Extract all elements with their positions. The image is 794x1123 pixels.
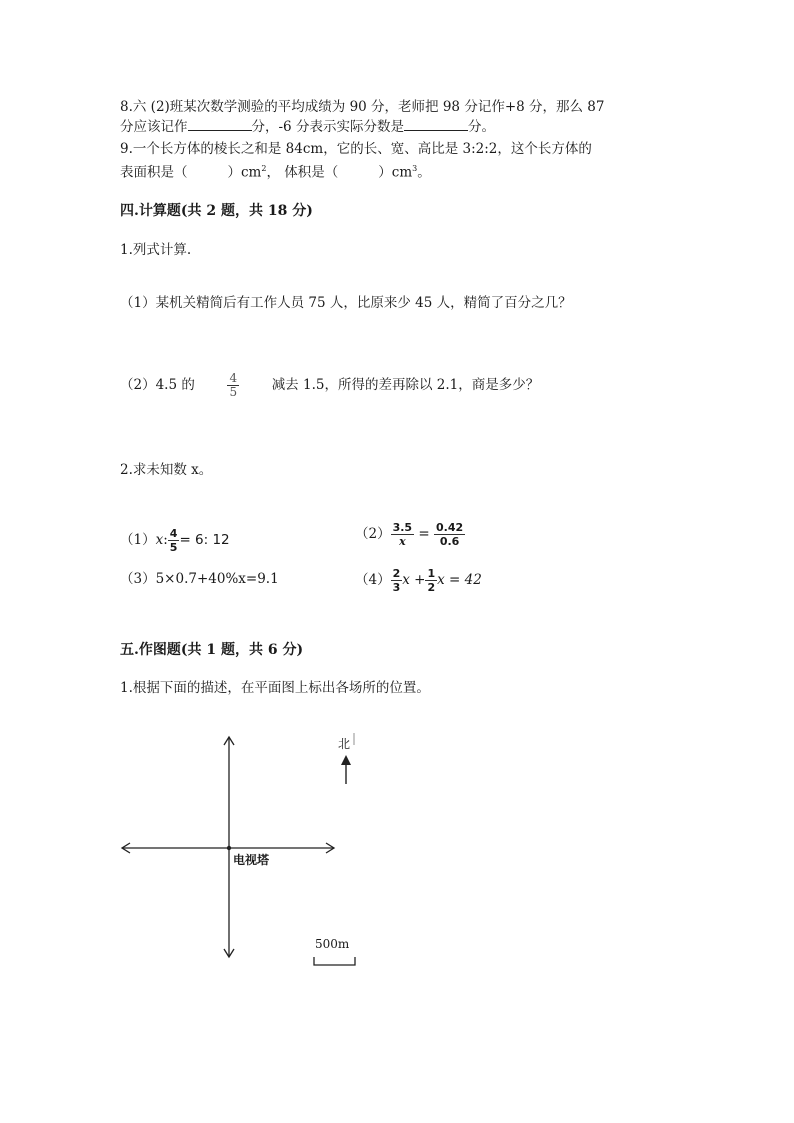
eq2-equals: = xyxy=(418,526,430,542)
eq4-f1-den: 3 xyxy=(392,581,401,594)
q8-line1: 8.六 (2)班某次数学测验的平均成绩为 90 分，老师把 98 分记作+8 分，那么 87 xyxy=(120,99,605,115)
eq4-f1-num: 2 xyxy=(392,567,401,580)
north-arrow-icon xyxy=(341,755,351,765)
eq1-fraction xyxy=(168,527,180,554)
section4-p1-q2 xyxy=(120,372,539,399)
eq1-den: 5 xyxy=(169,541,178,554)
eq4-label: （4） xyxy=(355,572,391,588)
eq4-f2-den: 2 xyxy=(427,581,436,594)
section5-p1-title: 1.根据下面的描述，在平面图上标出各场所的位置。 xyxy=(120,680,430,696)
eq4-fraction-2 xyxy=(425,567,437,594)
equation-3: （3）5×0.7+40%x=9.1 xyxy=(120,571,279,587)
q9-text-d: ）cm xyxy=(378,164,413,181)
fraction-denominator: 5 xyxy=(229,385,238,399)
eq4-rhs: x = 42 xyxy=(437,572,482,588)
eq2-label: （2） xyxy=(355,526,391,542)
eq4-f2-num: 1 xyxy=(427,567,436,580)
fraction-numerator: 4 xyxy=(229,371,238,385)
scale-label: 500m xyxy=(315,937,350,951)
eq2-right-fraction xyxy=(434,521,465,548)
q8-answer-blank-1[interactable] xyxy=(188,118,252,131)
tv-tower-label: 电视塔 xyxy=(233,853,270,867)
p1-q2-text-a: （2）4.5 的 xyxy=(120,377,195,393)
q8-text-c: 分。 xyxy=(467,119,495,135)
q8-text-b: 分，-6 分表示实际分数是 xyxy=(251,119,404,135)
q9-sup-2: 2 xyxy=(261,164,267,173)
q9-text-e: 。 xyxy=(417,164,431,181)
p1-q2-text-b: 减去 1.5，所得的差再除以 2.1，商是多少？ xyxy=(271,377,540,393)
eq1-colon: : xyxy=(163,532,168,548)
q9-text-a: 表面积是（ xyxy=(120,164,188,181)
q9-sup-3: 3 xyxy=(412,164,418,173)
section4-p1-title: 1.列式计算. xyxy=(120,242,192,258)
eq4-fraction-1 xyxy=(391,567,403,594)
fraction-four-fifths xyxy=(227,372,239,399)
eq2-rnum: 0.42 xyxy=(436,521,464,534)
eq4-mid: x + xyxy=(402,572,426,588)
q8-line2 xyxy=(120,118,495,136)
eq2-left-fraction xyxy=(391,521,415,548)
eq2-rden: 0.6 xyxy=(439,535,460,548)
eq1-label: （1） xyxy=(120,532,156,548)
equation-2 xyxy=(355,521,465,548)
section4-title: 四.计算题(共 2 题，共 18 分) xyxy=(120,203,313,219)
eq1-var: x xyxy=(155,532,164,548)
scale-bar xyxy=(314,957,355,965)
eq1-num: 4 xyxy=(169,527,178,540)
eq2-num: 3.5 xyxy=(392,521,413,534)
center-point xyxy=(227,846,231,850)
section4-p2-title: 2.求未知数 x。 xyxy=(120,462,213,478)
eq2-den: x xyxy=(399,535,406,548)
q8-text-a: 分应该记作 xyxy=(120,119,188,135)
section4-p1-q1: （1）某机关精简后有工作人员 75 人，比原来少 45 人，精简了百分之几？ xyxy=(120,295,572,311)
eq1-rhs: = 6: 12 xyxy=(179,532,230,548)
q9-line2 xyxy=(120,160,431,182)
equation-4 xyxy=(355,567,482,594)
section5-title: 五.作图题(共 1 题，共 6 分) xyxy=(120,642,304,658)
q9-text-c: ， 体积是（ xyxy=(266,164,339,181)
q9-text-b: ）cm xyxy=(227,164,262,181)
q9-line1: 9.一个长方体的棱长之和是 84cm，它的长、宽、高比是 3:2:2，这个长方体的 xyxy=(120,141,592,157)
q8-answer-blank-2[interactable] xyxy=(404,118,468,131)
equation-1 xyxy=(120,527,230,554)
north-label: 北 xyxy=(338,737,351,751)
